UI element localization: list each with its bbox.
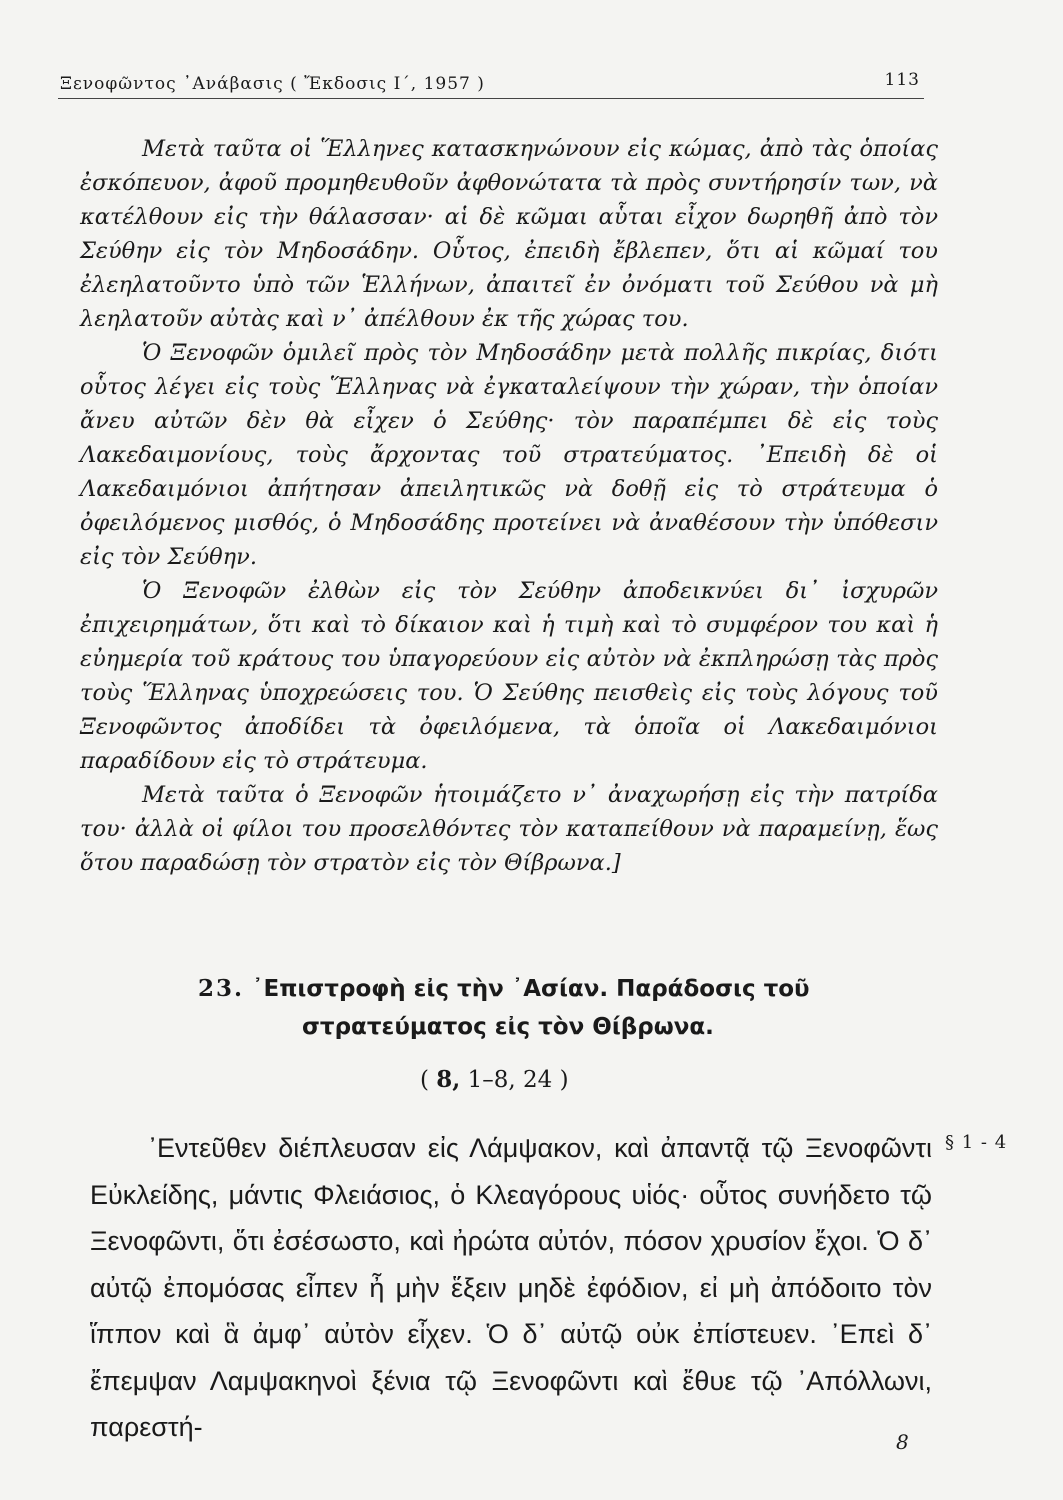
section-number: 23.: [198, 975, 245, 1002]
signature-mark: 8: [896, 1430, 909, 1454]
section-title-line2: στρατεύματος εἰς τὸν Θίβρωνα.: [302, 1014, 714, 1040]
ref-range: 1–8, 24: [467, 1067, 553, 1093]
ref-close: ): [559, 1067, 569, 1093]
ref-open: (: [420, 1067, 429, 1093]
summary-paragraph: Ὁ Ξενοφῶν ἐλθὼν εἰς τὸν Σεύθην ἀποδεικνύει δι᾿ ἰσχυρῶν ἐπιχειρημάτων, ὅτι καὶ τὸ δίκαιον καὶ ἡ τιμὴ καὶ τὸ συμφέρον του καὶ ἡ εὐημερία τοῦ κράτους του ὑπαγορεύουν εἰς αὐτὸν νὰ ἐκπληρώσῃ τὰς πρὸς τοὺς Ἕλληνας ὑποχρεώσεις του. Ὁ Σεύθης πεισθεὶς εἰς τοὺς λόγους τοῦ Ξενοφῶντος ἀποδίδει τὰ ὀφειλόμενα, τὰ ὁποῖα οἱ Λακεδαιμόνιοι παραδίδουν εἰς τὸ στράτευμα.: [80, 578, 938, 774]
margin-note: § 1 - 4: [945, 1132, 1008, 1153]
running-head: [58, 70, 924, 99]
section-title-line1: ᾿Επιστροφὴ εἰς τὴν ᾿Ασίαν. Παράδοσις τοῦ: [252, 976, 810, 1002]
summary-paragraph: Μετὰ ταῦτα ὁ Ξενοφῶν ἡτοιμάζετο ν᾿ ἀναχωρήσῃ εἰς τὴν πατρίδα του· ἀλλὰ οἱ φίλοι του προσελθόντες τὸν καταπείθουν νὰ παραμείνῃ, ἕως ὅτου παραδώσῃ τὸν στρατὸν εἰς τὸν Θίβρωνα.]: [80, 782, 938, 876]
section-heading: [198, 970, 918, 1046]
greek-text: [90, 1125, 932, 1451]
running-title: Ξενοφῶντος ᾿Ανάβασις ( Ἔκδοσις Ι΄, 1957 ): [60, 74, 485, 94]
body-paragraph: ᾿Εντεῦθεν διέπλευσαν εἰς Λάμψακον, καὶ ἀπαντᾷ τῷ Ξενοφῶντι Εὐκλείδης, μάντις Φλειάσιος, ὁ Κλεαγόρους υἱός· οὗτος συνήδετο τῷ Ξενοφῶντι, ὅτι ἐσέσωστο, καὶ ἠρώτα αὐτόν, πόσον χρυσίον ἔχοι. Ὁ δ᾿ αὐτῷ ἐπομόσας εἶπεν ἦ μὴν ἕξειν μηδὲ ἐφόδιον, εἰ μὴ ἀπόδοιτο τὸν ἵππον καὶ ἃ ἀμφ᾿ αὐτὸν εἶχεν. Ὁ δ᾿ αὐτῷ οὐκ ἐπίστευεν. ᾿Επεὶ δ᾿ ἔπεμψαν Λαμψακηνοὶ ξένια τῷ Ξενοφῶντι καὶ ἔθυε τῷ ᾿Απόλλωνι, παρεστή-: [90, 1133, 932, 1442]
summary-paragraph: Ὁ Ξενοφῶν ὁμιλεῖ πρὸς τὸν Μηδοσάδην μετὰ πολλῆς πικρίας, διότι οὗτος λέγει εἰς τοὺς Ἕλληνας νὰ ἐγκαταλείψουν τὴν χώραν, τὴν ὁποίαν ἄνευ αὐτῶν δὲν θὰ εἶχεν ὁ Σεύθης· τὸν παραπέμπει δὲ εἰς τοὺς Λακεδαιμονίους, τοὺς ἄρχοντας τοῦ στρατεύματος. ᾿Επειδὴ δὲ οἱ Λακεδαιμόνιοι ἀπήτησαν ἀπειλητικῶς νὰ δοθῇ εἰς τὸ στράτευμα ὁ ὀφειλόμενος μισθός, ὁ Μηδοσάδης προτείνει νὰ ἀναθέσουν τὴν ὑπόθεσιν εἰς τὸν Σεύθην.: [80, 340, 938, 570]
passage-reference: [420, 1066, 569, 1093]
summary-paragraph: Μετὰ ταῦτα οἱ Ἕλληνες κατασκηνώνουν εἰς κώμας, ἀπὸ τὰς ὁποίας ἐσκόπευον, ἀφοῦ προμηθευθοῦν ἀφθονώτατα τὰ πρὸς συντήρησίν των, νὰ κατέλθουν εἰς τὴν θάλασσαν· αἱ δὲ κῶμαι αὗται εἶχον δωρηθῆ ἀπὸ τὸν Σεύθην εἰς τὸν Μηδοσάδην. Οὗτος, ἐπειδὴ ἔβλεπεν, ὅτι αἱ κῶμαί του ἐλεηλατοῦντο ὑπὸ τῶν Ἑλλήνων, ἀπαιτεῖ ἐν ὀνόματι τοῦ Σεύθου νὰ μὴ λεηλατοῦν αὐτὰς καὶ ν᾿ ἀπέλθουν ἐκ τῆς χώρας του.: [80, 136, 938, 332]
chapter-summary: [80, 132, 938, 880]
ref-book: 8,: [436, 1066, 461, 1093]
page-number: 113: [884, 70, 920, 90]
